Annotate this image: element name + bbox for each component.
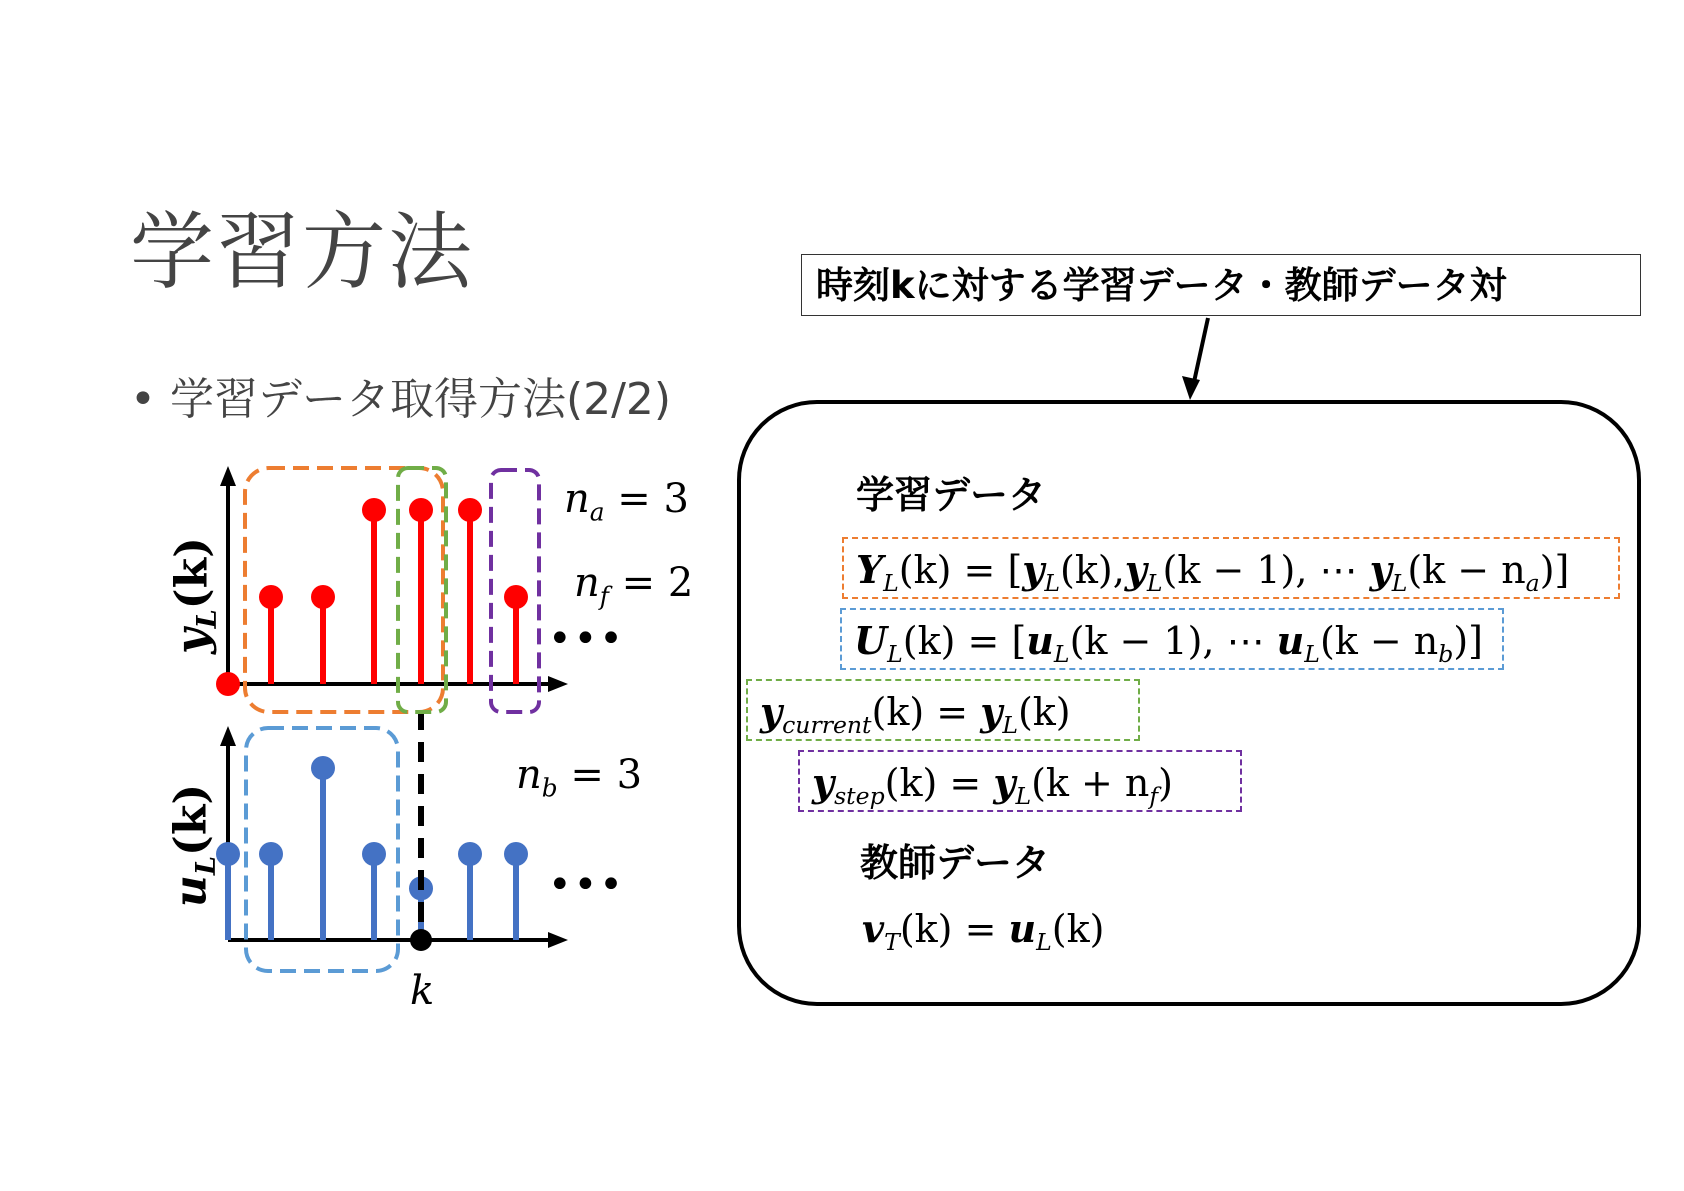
y-stem-marker [409, 498, 433, 522]
u-haxis-arrow-icon [548, 932, 568, 948]
y-stem-marker [504, 585, 528, 609]
header-arrow-head-icon [1182, 376, 1200, 400]
y-stem-marker [362, 498, 386, 522]
u-stem-marker [311, 756, 335, 780]
equation-current: $y_{current}(k) = y_L(k)$ [746, 679, 1140, 741]
nf-label: $n_f = 2$ [574, 560, 694, 611]
u-stem-marker [504, 842, 528, 866]
u-stem-marker [458, 842, 482, 866]
y-stem-marker [458, 498, 482, 522]
bullet-text: 学習データ取得方法(2/2) [169, 374, 672, 425]
training-data-heading: 学習データ [856, 473, 1047, 517]
u-ellipsis: ••• [548, 862, 625, 908]
u-stem-series [216, 756, 528, 940]
u-axis-arrow-icon [220, 726, 236, 746]
y-stem-marker [216, 672, 240, 696]
equation-Y: $Y_L(k) = [y_L(k),y_L(k - 1)$, ⋯ $y_L(k - n_a)$] [842, 537, 1620, 599]
equation-step: $y_{step}(k) = y_L(k + n_f)$ [798, 750, 1242, 812]
u-stem-marker [259, 842, 283, 866]
u-stem-marker [362, 842, 386, 866]
nb-label: $n_b = 3$ [516, 752, 643, 803]
y-stem-series [216, 498, 528, 696]
pair-header-box: 時刻kに対する学習データ・教師データ対 [801, 254, 1641, 316]
k-marker [410, 929, 432, 951]
y-axis-arrow-icon [220, 466, 236, 486]
slide-title: 学習方法 [130, 203, 475, 301]
equation-U: $U_L(k) = [u_L(k - 1)$, ⋯ $u_L(k - n_b)$] [840, 608, 1504, 670]
na-label: $n_a = 3$ [564, 476, 689, 527]
y-ellipsis: ••• [548, 616, 625, 662]
equation-v: $v_T(k) = u_L(k)$ [862, 906, 1105, 957]
y-haxis-arrow-icon [548, 676, 568, 692]
y-axis-label: $y_L(k)$ [166, 537, 224, 654]
header-arrow [1194, 318, 1208, 382]
teacher-data-heading: 教師データ [860, 841, 1051, 885]
u-axis-label: $u_L(k)$ [165, 783, 223, 908]
y-stem-marker [259, 585, 283, 609]
bullet-dot-icon: • [130, 374, 156, 425]
k-axis-label: k [410, 968, 435, 1014]
y-stem-marker [311, 585, 335, 609]
